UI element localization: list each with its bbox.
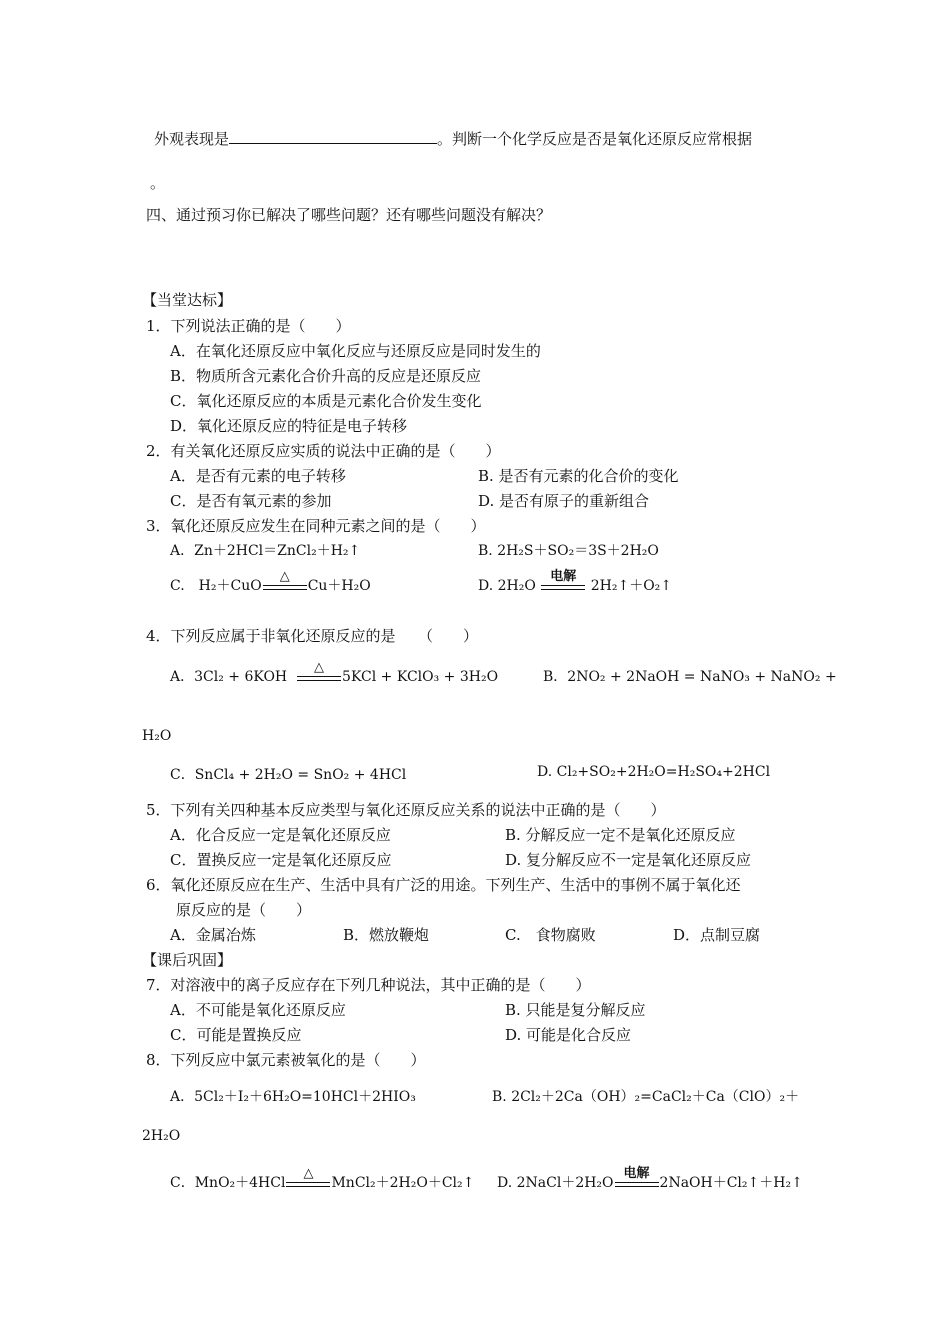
q2-option-b: B. 是否有元素的化合价的变化 — [478, 467, 679, 485]
equals-sign — [541, 585, 585, 590]
q2-option-d: D. 是否有原子的重新组合 — [478, 492, 650, 510]
reaction-condition — [615, 1167, 659, 1187]
q4-option-b: B．2NO₂ + 2NaOH = NaNO₃ + NaNO₂ + — [543, 669, 837, 685]
q8-c-reactants: C．MnO₂＋4HCl — [170, 1175, 286, 1191]
q4-option-c: C．SnCl₄ + 2H₂O = SnO₂ + 4HCl — [170, 767, 407, 783]
q5-option-d: D. 复分解反应不一定是氧化还原反应 — [505, 851, 752, 869]
q2-stem: 2．有关氧化还原反应实质的说法中正确的是（ ） — [146, 442, 501, 460]
section-4-heading: 四、通过预习你已解决了哪些问题？还有哪些问题没有解决？ — [146, 206, 552, 224]
q3-c-products: Cu＋H₂O — [307, 578, 371, 594]
q4-a-reactants: A．3Cl₂ + 6KOH — [170, 669, 288, 685]
q2-option-c: C．是否有氧元素的参加 — [170, 492, 332, 510]
q6-stem-line-1: 6．氧化还原反应在生产、生活中具有广泛的用途。下列生产、生活中的事例不属于氧化还 — [146, 876, 741, 894]
q3-option-b: B. 2H₂S＋SO₂＝3S＋2H₂O — [478, 543, 659, 559]
q1-option-c: C．氧化还原反应的本质是元素化合价发生变化 — [170, 392, 482, 410]
q1-option-b: B．物质所含元素化合价升高的反应是还原反应 — [170, 367, 482, 385]
reaction-condition — [297, 661, 341, 681]
q6-option-b: B．燃放鞭炮 — [343, 926, 430, 944]
q5-option-c: C．置换反应一定是氧化还原反应 — [170, 851, 392, 869]
q3-option-a: A．Zn＋2HCl＝ZnCl₂＋H₂↑ — [170, 543, 361, 559]
q4-option-b-continued: H₂O — [142, 728, 172, 744]
q8-c-products: MnCl₂＋2H₂O＋Cl₂↑ — [331, 1175, 475, 1191]
q6-option-c: C. 食物腐败 — [505, 926, 596, 944]
electrolysis-label: 电解 — [550, 569, 577, 584]
q8-option-b: B. 2Cl₂＋2Ca（OH）₂=CaCl₂＋Ca（ClO）₂＋ — [492, 1089, 800, 1105]
equals-sign — [286, 1182, 330, 1187]
q4-option-d: D. Cl₂+SO₂+2H₂O=H₂SO₄+2HCl — [537, 764, 771, 780]
equals-sign — [615, 1182, 659, 1187]
q1-stem: 1．下列说法正确的是（ ） — [146, 317, 351, 335]
homework-heading: 【课后巩固】 — [142, 951, 233, 969]
electrolysis-label: 电解 — [623, 1166, 650, 1181]
q4-option-a — [170, 660, 499, 687]
reaction-condition — [541, 570, 585, 590]
q8-stem: 8．下列反应中氯元素被氧化的是（ ） — [146, 1051, 426, 1069]
q4-stem: 4．下列反应属于非氧化还原反应的是 （ ） — [146, 627, 479, 645]
q6-option-d: D．点制豆腐 — [673, 926, 761, 944]
answer-blank[interactable] — [229, 129, 437, 144]
q5-option-b: B. 分解反应一定不是氧化还原反应 — [505, 826, 736, 844]
q1-option-a: A．在氧化还原反应中氧化反应与还原反应是同时发生的 — [170, 342, 541, 360]
q5-stem: 5．下列有关四种基本反应类型与氧化还原反应关系的说法中正确的是（ ） — [146, 801, 666, 819]
heat-symbol: △ — [303, 1166, 314, 1181]
q7-option-c: C．可能是置换反应 — [170, 1026, 302, 1044]
q8-option-b-continued: 2H₂O — [142, 1128, 181, 1144]
q3-option-d — [478, 569, 673, 596]
q3-stem: 3．氧化还原反应发生在同种元素之间的是（ ） — [146, 517, 486, 535]
q7-option-d: D. 可能是化合反应 — [505, 1026, 632, 1044]
q7-option-a: A．不可能是氧化还原反应 — [170, 1001, 346, 1019]
q6-stem-line-2: 原反应的是（ ） — [176, 901, 312, 919]
q3-d-products: 2H₂↑＋O₂↑ — [590, 578, 673, 594]
q8-option-c — [170, 1166, 475, 1193]
q7-stem: 7．对溶液中的离子反应存在下列几种说法，其中正确的是（ ） — [146, 976, 591, 994]
classwork-heading: 【当堂达标】 — [142, 291, 233, 309]
q3-d-reactants: D. 2H₂O — [478, 578, 536, 594]
q6-option-a: A．金属冶炼 — [170, 926, 256, 944]
heat-symbol: △ — [314, 660, 325, 675]
intro-line-2: 。 — [150, 174, 166, 192]
q8-d-reactants: D. 2NaCl＋2H₂O — [497, 1175, 614, 1191]
q3-c-reactants: C. H₂＋CuO — [170, 578, 262, 594]
reaction-condition — [286, 1167, 330, 1187]
q1-option-d: D．氧化还原反应的特征是电子转移 — [170, 417, 408, 435]
q4-a-products: 5KCl + KClO₃ + 3H₂O — [342, 669, 499, 685]
q8-option-a: A．5Cl₂＋I₂＋6H₂O=10HCl＋2HIO₃ — [170, 1089, 416, 1105]
q2-option-a: A．是否有元素的电子转移 — [170, 467, 346, 485]
intro-line-1 — [154, 128, 752, 149]
equals-sign — [297, 676, 341, 681]
equals-sign — [263, 585, 307, 590]
q5-option-a: A．化合反应一定是氧化还原反应 — [170, 826, 391, 844]
q7-option-b: B. 只能是复分解反应 — [505, 1001, 646, 1019]
intro-text-b: 。判断一个化学反应是否是氧化还原反应常根据 — [437, 130, 753, 148]
q8-option-d — [497, 1166, 803, 1193]
heat-symbol: △ — [279, 569, 290, 584]
q8-d-products: 2NaOH＋Cl₂↑＋H₂↑ — [659, 1175, 803, 1191]
reaction-condition — [263, 570, 307, 590]
q3-option-c — [170, 569, 371, 596]
intro-text-a: 外观表现是 — [154, 130, 230, 148]
